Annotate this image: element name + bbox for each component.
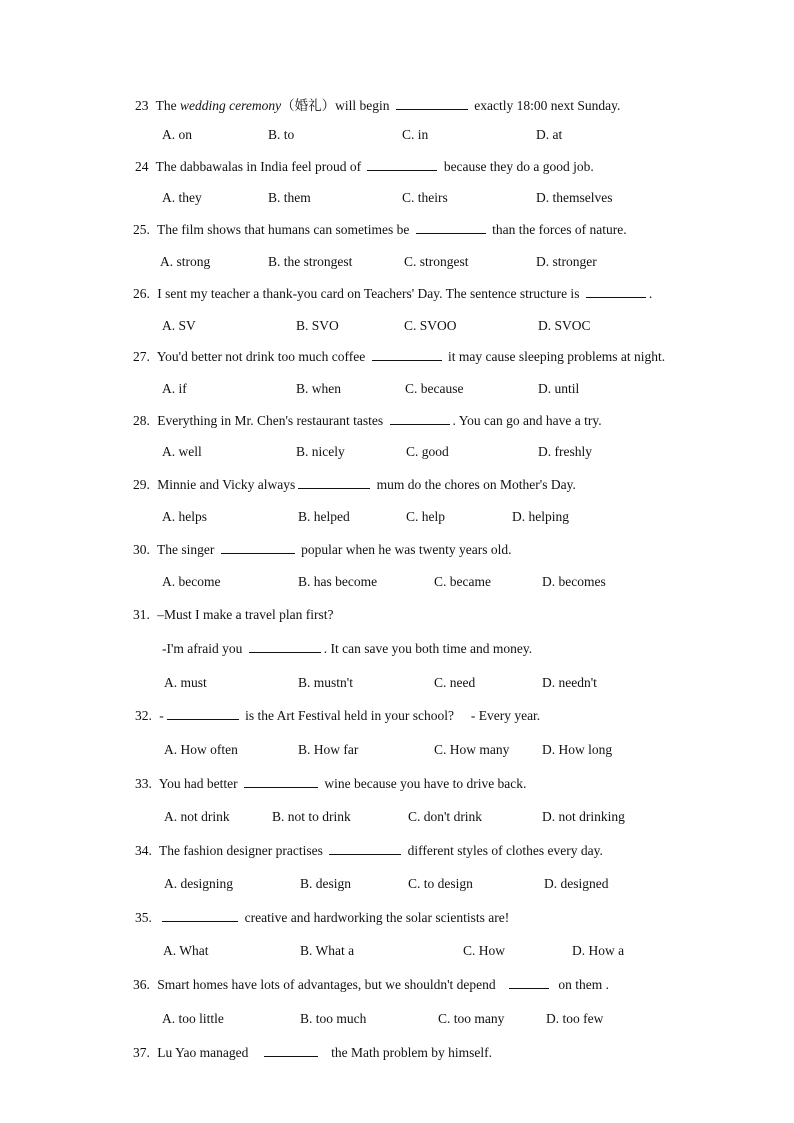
option-c[interactable]: C. too many bbox=[438, 1011, 505, 1026]
option-b[interactable]: B. How far bbox=[298, 742, 359, 757]
question-text-after: because they do a good job. bbox=[443, 159, 594, 174]
answer-blank[interactable] bbox=[586, 285, 646, 298]
option-b[interactable]: B. too much bbox=[300, 1011, 367, 1026]
question-text-after: creative and hardworking the solar scientists are! bbox=[244, 910, 510, 925]
question-number: 26. bbox=[133, 286, 150, 301]
option-b[interactable]: B. to bbox=[268, 127, 295, 142]
question-text-before: The singer bbox=[157, 542, 215, 557]
option-a[interactable]: A. well bbox=[162, 444, 202, 459]
question-32 bbox=[135, 707, 540, 724]
options-29 bbox=[162, 509, 682, 527]
option-c[interactable]: C. SVOO bbox=[404, 318, 457, 333]
option-b[interactable]: B. design bbox=[300, 876, 352, 891]
option-a[interactable]: A. on bbox=[162, 127, 192, 142]
option-d[interactable]: D. becomes bbox=[542, 574, 606, 589]
question-33 bbox=[135, 775, 526, 792]
answer-blank[interactable] bbox=[167, 707, 239, 720]
question-number: 31. bbox=[133, 607, 150, 622]
question-27 bbox=[133, 348, 665, 365]
question-text-after: different styles of clothes every day. bbox=[407, 843, 603, 858]
option-a[interactable]: A. they bbox=[162, 190, 202, 205]
answer-blank[interactable] bbox=[244, 775, 318, 788]
option-b[interactable]: B. What a bbox=[300, 943, 355, 958]
option-b[interactable]: B. helped bbox=[298, 509, 350, 524]
option-c[interactable]: C. good bbox=[406, 444, 449, 459]
options-28 bbox=[162, 444, 682, 462]
answer-blank[interactable] bbox=[298, 476, 370, 489]
options-30 bbox=[162, 574, 682, 592]
question-text-mid: will begin bbox=[335, 98, 390, 113]
question-number: 29. bbox=[133, 477, 150, 492]
option-a[interactable]: A. helps bbox=[162, 509, 207, 524]
answer-blank[interactable] bbox=[416, 221, 486, 234]
option-a[interactable]: A. SV bbox=[162, 318, 196, 333]
question-number: 28. bbox=[133, 413, 150, 428]
option-b[interactable]: B. nicely bbox=[296, 444, 345, 459]
answer-blank[interactable] bbox=[329, 842, 401, 855]
question-text-before: You had better bbox=[158, 776, 238, 791]
option-a[interactable]: A. designing bbox=[164, 876, 233, 891]
question-number: 33. bbox=[135, 776, 152, 791]
option-d[interactable]: D. How a bbox=[572, 943, 625, 958]
question-text-line2-before: -I'm afraid you bbox=[162, 641, 243, 656]
option-b[interactable]: B. has become bbox=[298, 574, 378, 589]
option-d[interactable]: D. needn't bbox=[542, 675, 597, 690]
question-text-before: You'd better not drink too much coffee bbox=[156, 349, 366, 364]
option-c[interactable]: C. theirs bbox=[402, 190, 448, 205]
question-text-before: - bbox=[159, 708, 164, 723]
option-d[interactable]: D. freshly bbox=[538, 444, 592, 459]
options-25 bbox=[160, 254, 680, 272]
question-chinese-gloss: （婚礼） bbox=[281, 98, 336, 113]
option-d[interactable]: D. helping bbox=[512, 509, 569, 524]
option-d[interactable]: D. not drinking bbox=[542, 809, 625, 824]
question-31-response bbox=[162, 640, 532, 657]
question-text-after: is the Art Festival held in your school? - Every year. bbox=[245, 708, 541, 723]
answer-blank[interactable] bbox=[396, 97, 468, 110]
option-d[interactable]: D. too few bbox=[546, 1011, 604, 1026]
option-d[interactable]: D. SVOC bbox=[538, 318, 591, 333]
question-text-after: it may cause sleeping problems at night. bbox=[448, 349, 666, 364]
options-31 bbox=[164, 675, 684, 693]
options-34 bbox=[164, 876, 684, 894]
option-c[interactable]: C. strongest bbox=[404, 254, 469, 269]
question-number: 24 bbox=[135, 159, 149, 174]
option-a[interactable]: A. must bbox=[164, 675, 207, 690]
question-text-before: The film shows that humans can sometimes be bbox=[157, 222, 410, 237]
option-d[interactable]: D. themselves bbox=[536, 190, 613, 205]
answer-blank[interactable] bbox=[390, 412, 450, 425]
option-c[interactable]: C. became bbox=[434, 574, 491, 589]
option-c[interactable]: C. need bbox=[434, 675, 476, 690]
question-34 bbox=[135, 842, 603, 859]
option-a[interactable]: A. What bbox=[163, 943, 209, 958]
option-d[interactable]: D. designed bbox=[544, 876, 609, 891]
question-26 bbox=[133, 285, 652, 302]
option-a[interactable]: A. How often bbox=[164, 742, 238, 757]
option-a[interactable]: A. too little bbox=[162, 1011, 224, 1026]
question-italic-term: wedding ceremony bbox=[180, 98, 282, 113]
options-23 bbox=[162, 127, 682, 145]
option-a[interactable]: A. if bbox=[162, 381, 187, 396]
answer-blank[interactable] bbox=[221, 541, 295, 554]
question-text-before: The bbox=[155, 98, 181, 113]
question-text-after: . You can go and have a try. bbox=[452, 413, 602, 428]
options-36 bbox=[162, 1011, 682, 1029]
option-b[interactable]: B. when bbox=[296, 381, 341, 396]
question-number: 32. bbox=[135, 708, 152, 723]
question-text-after: on them . bbox=[558, 977, 609, 992]
answer-blank[interactable] bbox=[509, 976, 549, 989]
question-number: 23 bbox=[135, 98, 149, 113]
option-a[interactable]: A. strong bbox=[160, 254, 211, 269]
question-text-before: The dabbawalas in India feel proud of bbox=[155, 159, 362, 174]
question-30 bbox=[133, 541, 511, 558]
options-24 bbox=[162, 190, 682, 208]
question-number: 37. bbox=[133, 1045, 150, 1060]
question-number: 30. bbox=[133, 542, 150, 557]
question-text-after: the Math problem by himself. bbox=[331, 1045, 492, 1060]
question-number: 34. bbox=[135, 843, 152, 858]
question-number: 35. bbox=[135, 910, 152, 925]
question-29 bbox=[133, 476, 576, 493]
question-number: 27. bbox=[133, 349, 150, 364]
option-b[interactable]: B. mustn't bbox=[298, 675, 353, 690]
answer-blank[interactable] bbox=[162, 909, 238, 922]
option-a[interactable]: A. not drink bbox=[164, 809, 230, 824]
option-a[interactable]: A. become bbox=[162, 574, 221, 589]
question-text-before: The fashion designer practises bbox=[159, 843, 323, 858]
option-d[interactable]: D. stronger bbox=[536, 254, 597, 269]
question-28 bbox=[133, 412, 602, 429]
option-b[interactable]: B. them bbox=[268, 190, 311, 205]
question-number: 25. bbox=[133, 222, 150, 237]
question-24 bbox=[135, 158, 594, 175]
answer-blank[interactable] bbox=[367, 158, 437, 171]
question-text-after: wine because you have to drive back. bbox=[324, 776, 527, 791]
options-32 bbox=[164, 742, 684, 760]
question-25 bbox=[133, 221, 627, 238]
option-c[interactable]: C. to design bbox=[408, 876, 473, 891]
option-d[interactable]: D. until bbox=[538, 381, 580, 396]
option-d[interactable]: D. at bbox=[536, 127, 563, 142]
question-text-line2-after: . It can save you both time and money. bbox=[323, 641, 533, 656]
options-26 bbox=[162, 318, 682, 336]
question-number: 36. bbox=[133, 977, 150, 992]
question-text-before: I sent my teacher a thank-you card on Teachers' Day. The sentence structure is bbox=[157, 286, 580, 301]
question-text-after: . bbox=[648, 286, 653, 301]
question-text-after: popular when he was twenty years old. bbox=[301, 542, 512, 557]
option-b[interactable]: B. the strongest bbox=[268, 254, 353, 269]
option-c[interactable]: C. How many bbox=[434, 742, 510, 757]
option-c[interactable]: C. because bbox=[405, 381, 464, 396]
option-c[interactable]: C. How bbox=[463, 943, 506, 958]
answer-blank[interactable] bbox=[264, 1044, 318, 1057]
options-35 bbox=[163, 943, 683, 961]
answer-blank[interactable] bbox=[249, 640, 321, 653]
option-b[interactable]: B. not to drink bbox=[272, 809, 351, 824]
question-23 bbox=[135, 94, 620, 114]
question-37 bbox=[133, 1044, 492, 1061]
question-text-after: exactly 18:00 next Sunday. bbox=[474, 98, 621, 113]
option-c[interactable]: C. don't drink bbox=[408, 809, 483, 824]
options-33 bbox=[164, 809, 684, 827]
answer-blank[interactable] bbox=[372, 348, 442, 361]
question-text-after: mum do the chores on Mother's Day. bbox=[376, 477, 576, 492]
options-27 bbox=[162, 381, 682, 399]
question-text-before: –Must I make a travel plan first? bbox=[157, 607, 334, 622]
question-text-before: Lu Yao managed bbox=[157, 1045, 249, 1060]
question-text-before: Everything in Mr. Chen's restaurant tastes bbox=[157, 413, 384, 428]
question-text-before: Minnie and Vicky always bbox=[157, 477, 296, 492]
question-36 bbox=[133, 976, 609, 993]
option-c[interactable]: C. help bbox=[406, 509, 445, 524]
question-31 bbox=[133, 607, 333, 623]
question-text-before: Smart homes have lots of advantages, but we shouldn't depend bbox=[157, 977, 496, 992]
option-c[interactable]: C. in bbox=[402, 127, 429, 142]
option-d[interactable]: D. How long bbox=[542, 742, 613, 757]
question-35 bbox=[135, 909, 509, 926]
question-text-after: than the forces of nature. bbox=[492, 222, 627, 237]
option-b[interactable]: B. SVO bbox=[296, 318, 339, 333]
